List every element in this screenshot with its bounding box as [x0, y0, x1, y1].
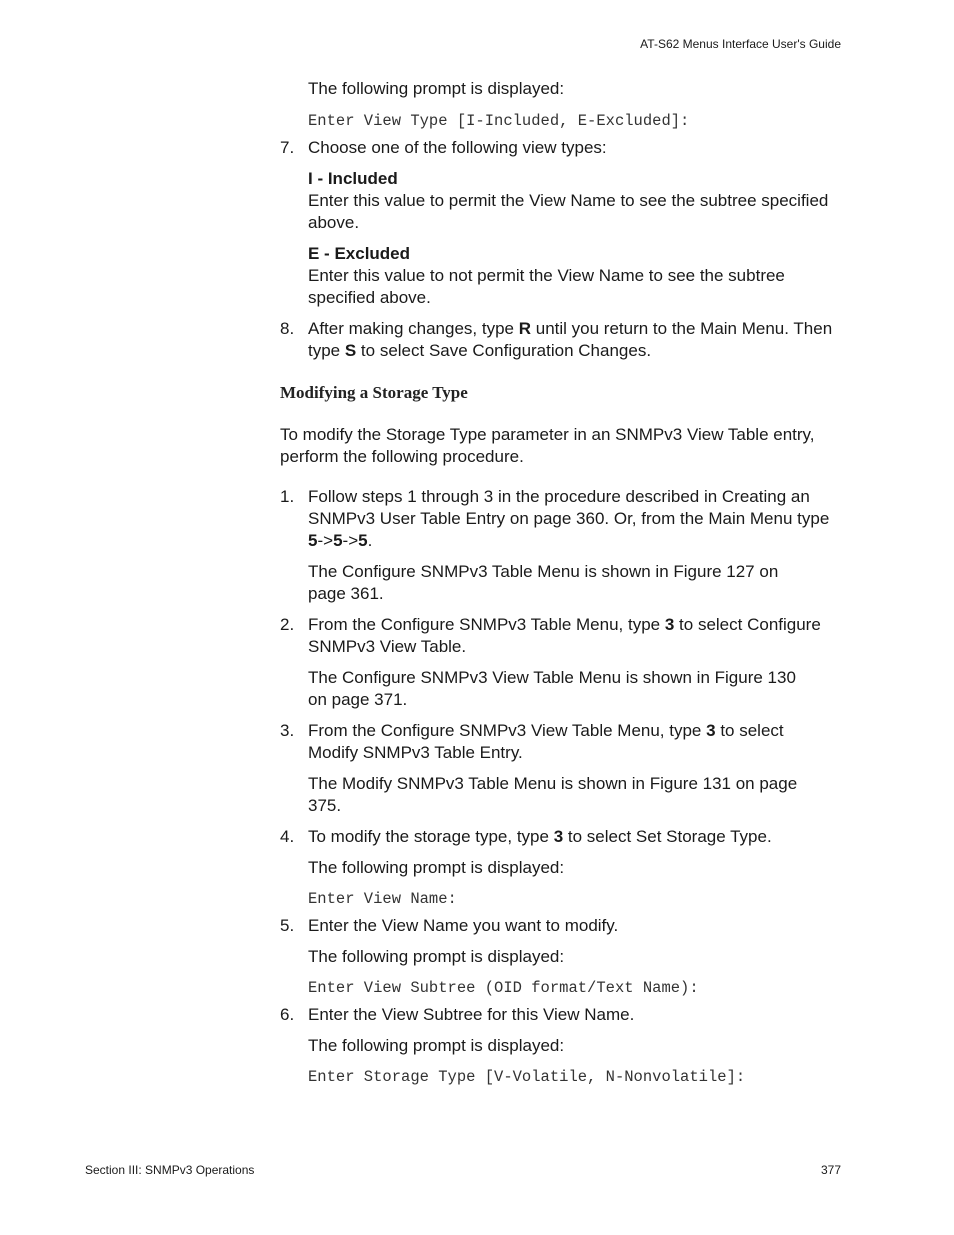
- step-number-5: 5.: [280, 916, 295, 935]
- prompt-intro: The following prompt is displayed:: [308, 79, 565, 98]
- step-5-code: Enter View Subtree (OID format/Text Name):: [308, 979, 699, 997]
- step-4-code: Enter View Name:: [308, 890, 457, 908]
- option-included: [308, 168, 848, 234]
- page-number: 377: [820, 1163, 841, 1177]
- step-1-note: The Configure SNMPv3 Table Menu is shown in Figure 127 on page 361.: [308, 562, 779, 603]
- step-4-note: The following prompt is displayed:: [308, 858, 565, 877]
- step-5-text: Enter the View Name you want to modify.: [308, 916, 619, 935]
- step-6-note: The following prompt is displayed:: [308, 1036, 565, 1055]
- footer-section: Section III: SNMPv3 Operations: [85, 1163, 255, 1177]
- step-3-note: The Modify SNMPv3 Table Menu is shown in Figure 131 on page 375.: [308, 774, 798, 815]
- option-title: E - Excluded: [308, 244, 411, 263]
- section-intro: To modify the Storage Type parameter in an SNMPv3 View Table entry, perform the following procedure.: [280, 425, 815, 466]
- step-number-8: 8.: [280, 319, 295, 338]
- step-number-2: 2.: [280, 615, 295, 634]
- section-heading: Modifying a Storage Type: [280, 383, 468, 402]
- option-description: Enter this value to permit the View Name to see the subtree specified above.: [308, 191, 829, 232]
- step-1-text: Follow steps 1 through 3 in the procedure described in Creating an SNMPv3 User Table Entry on page 360. Or, from the Main Menu type 5->5->5.: [308, 487, 830, 550]
- option-description: Enter this value to not permit the View Name to see the subtree specified above.: [308, 266, 785, 307]
- step-number-7: 7.: [280, 138, 295, 157]
- running-header: AT-S62 Menus Interface User's Guide: [640, 37, 841, 51]
- step-8-text: After making changes, type R until you return to the Main Menu. Then type S to select Save Configuration Changes.: [308, 319, 833, 360]
- step-number-1: 1.: [280, 487, 295, 506]
- step-5-note: The following prompt is displayed:: [308, 947, 565, 966]
- step-2-text: From the Configure SNMPv3 Table Menu, type 3 to select Configure SNMPv3 View Table.: [308, 615, 821, 656]
- step-4-text: To modify the storage type, type 3 to select Set Storage Type.: [308, 827, 772, 846]
- step-6-code: Enter Storage Type [V-Volatile, N-Nonvolatile]:: [308, 1068, 746, 1086]
- step-2-note: The Configure SNMPv3 View Table Menu is shown in Figure 130 on page 371.: [308, 668, 796, 709]
- prompt-code: Enter View Type [I-Included, E-Excluded]:: [308, 112, 690, 130]
- step-number-6: 6.: [280, 1005, 295, 1024]
- step-number-3: 3.: [280, 721, 295, 740]
- step-6-text: Enter the View Subtree for this View Name.: [308, 1005, 635, 1024]
- option-title: I - Included: [308, 169, 398, 188]
- step-number-4: 4.: [280, 827, 295, 846]
- step-7-text: Choose one of the following view types:: [308, 138, 607, 157]
- option-excluded: [308, 243, 848, 309]
- step-3-text: From the Configure SNMPv3 View Table Menu, type 3 to select Modify SNMPv3 Table Entry.: [308, 721, 784, 762]
